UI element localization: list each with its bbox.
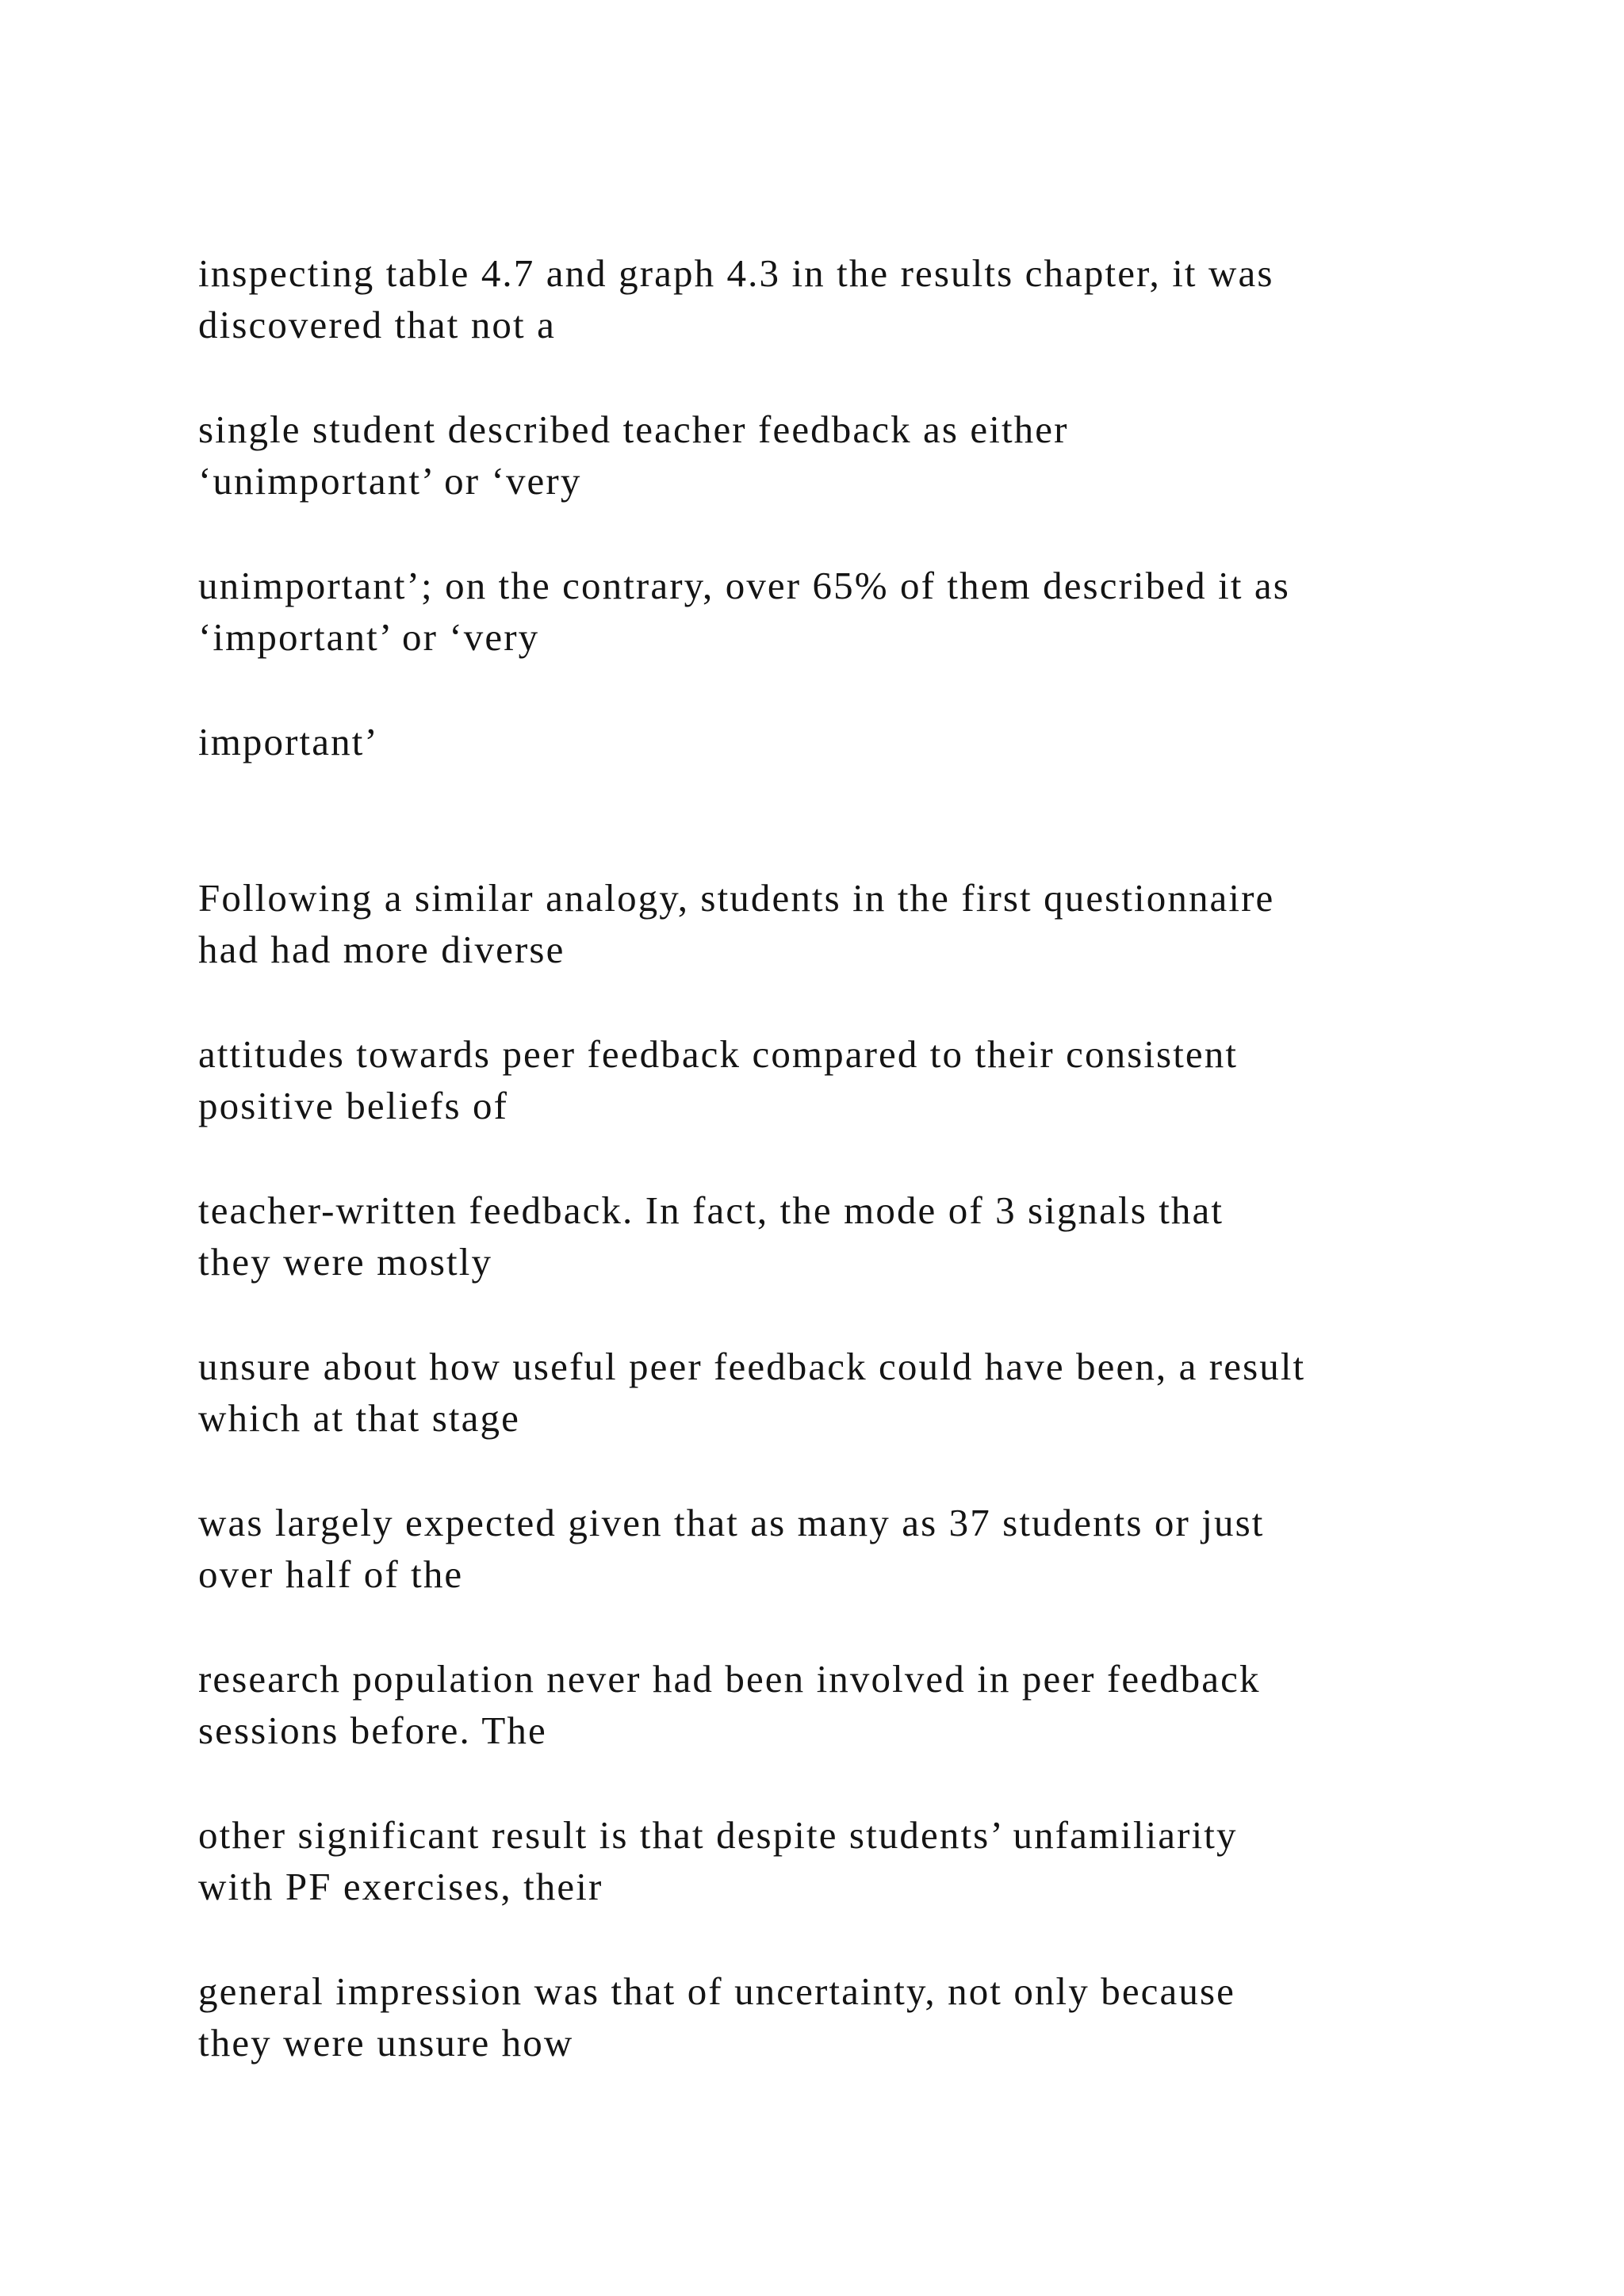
paragraph-1 — [198, 247, 1435, 350]
text-line: teacher-written feedback. In fact, the mode of 3 signals that — [198, 1188, 1224, 1232]
text-line: was largely expected given that as many as 37 students or just — [198, 1501, 1265, 1544]
paragraph-12 — [198, 1965, 1435, 2068]
document-text — [198, 247, 1435, 2068]
text-line: attitudes towards peer feedback compared to their consistent — [198, 1032, 1239, 1076]
text-line: positive beliefs of — [198, 1084, 508, 1127]
paragraph-9 — [198, 1497, 1435, 1600]
text-line: over half of the — [198, 1552, 464, 1596]
paragraph-8 — [198, 1341, 1435, 1444]
text-line: had had more diverse — [198, 928, 565, 971]
text-line: general impression was that of uncertainty, not only because — [198, 1969, 1235, 2013]
paragraph-6 — [198, 1028, 1435, 1131]
paragraph-11 — [198, 1809, 1435, 1912]
text-line: they were mostly — [198, 1240, 493, 1284]
paragraph-2 — [198, 404, 1435, 507]
text-line: single student described teacher feedback as either — [198, 408, 1069, 451]
text-line: discovered that not a — [198, 303, 556, 346]
text-line: unimportant’; on the contrary, over 65% of them described it as — [198, 564, 1290, 607]
text-line: inspecting table 4.7 and graph 4.3 in the results chapter, it was — [198, 251, 1274, 295]
paragraph-4 — [198, 716, 1435, 767]
text-line: unsure about how useful peer feedback could have been, a result — [198, 1345, 1306, 1388]
paragraph-10 — [198, 1653, 1435, 1756]
paragraph-7 — [198, 1184, 1435, 1288]
text-line: research population never had been involved in peer feedback — [198, 1657, 1261, 1701]
text-line: with PF exercises, their — [198, 1865, 603, 1908]
text-line: important’ — [198, 720, 379, 763]
text-line: ‘unimportant’ or ‘very — [198, 459, 582, 503]
text-line: which at that stage — [198, 1396, 520, 1440]
paragraph-3 — [198, 560, 1435, 663]
text-line: sessions before. The — [198, 1709, 547, 1752]
text-line: they were unsure how — [198, 2021, 574, 2064]
paragraph-5 — [198, 872, 1435, 975]
text-line: ‘important’ or ‘very — [198, 615, 540, 659]
text-line: Following a similar analogy, students in the first questionnaire — [198, 876, 1275, 920]
text-line: other significant result is that despite students’ unfamiliarity — [198, 1813, 1238, 1857]
